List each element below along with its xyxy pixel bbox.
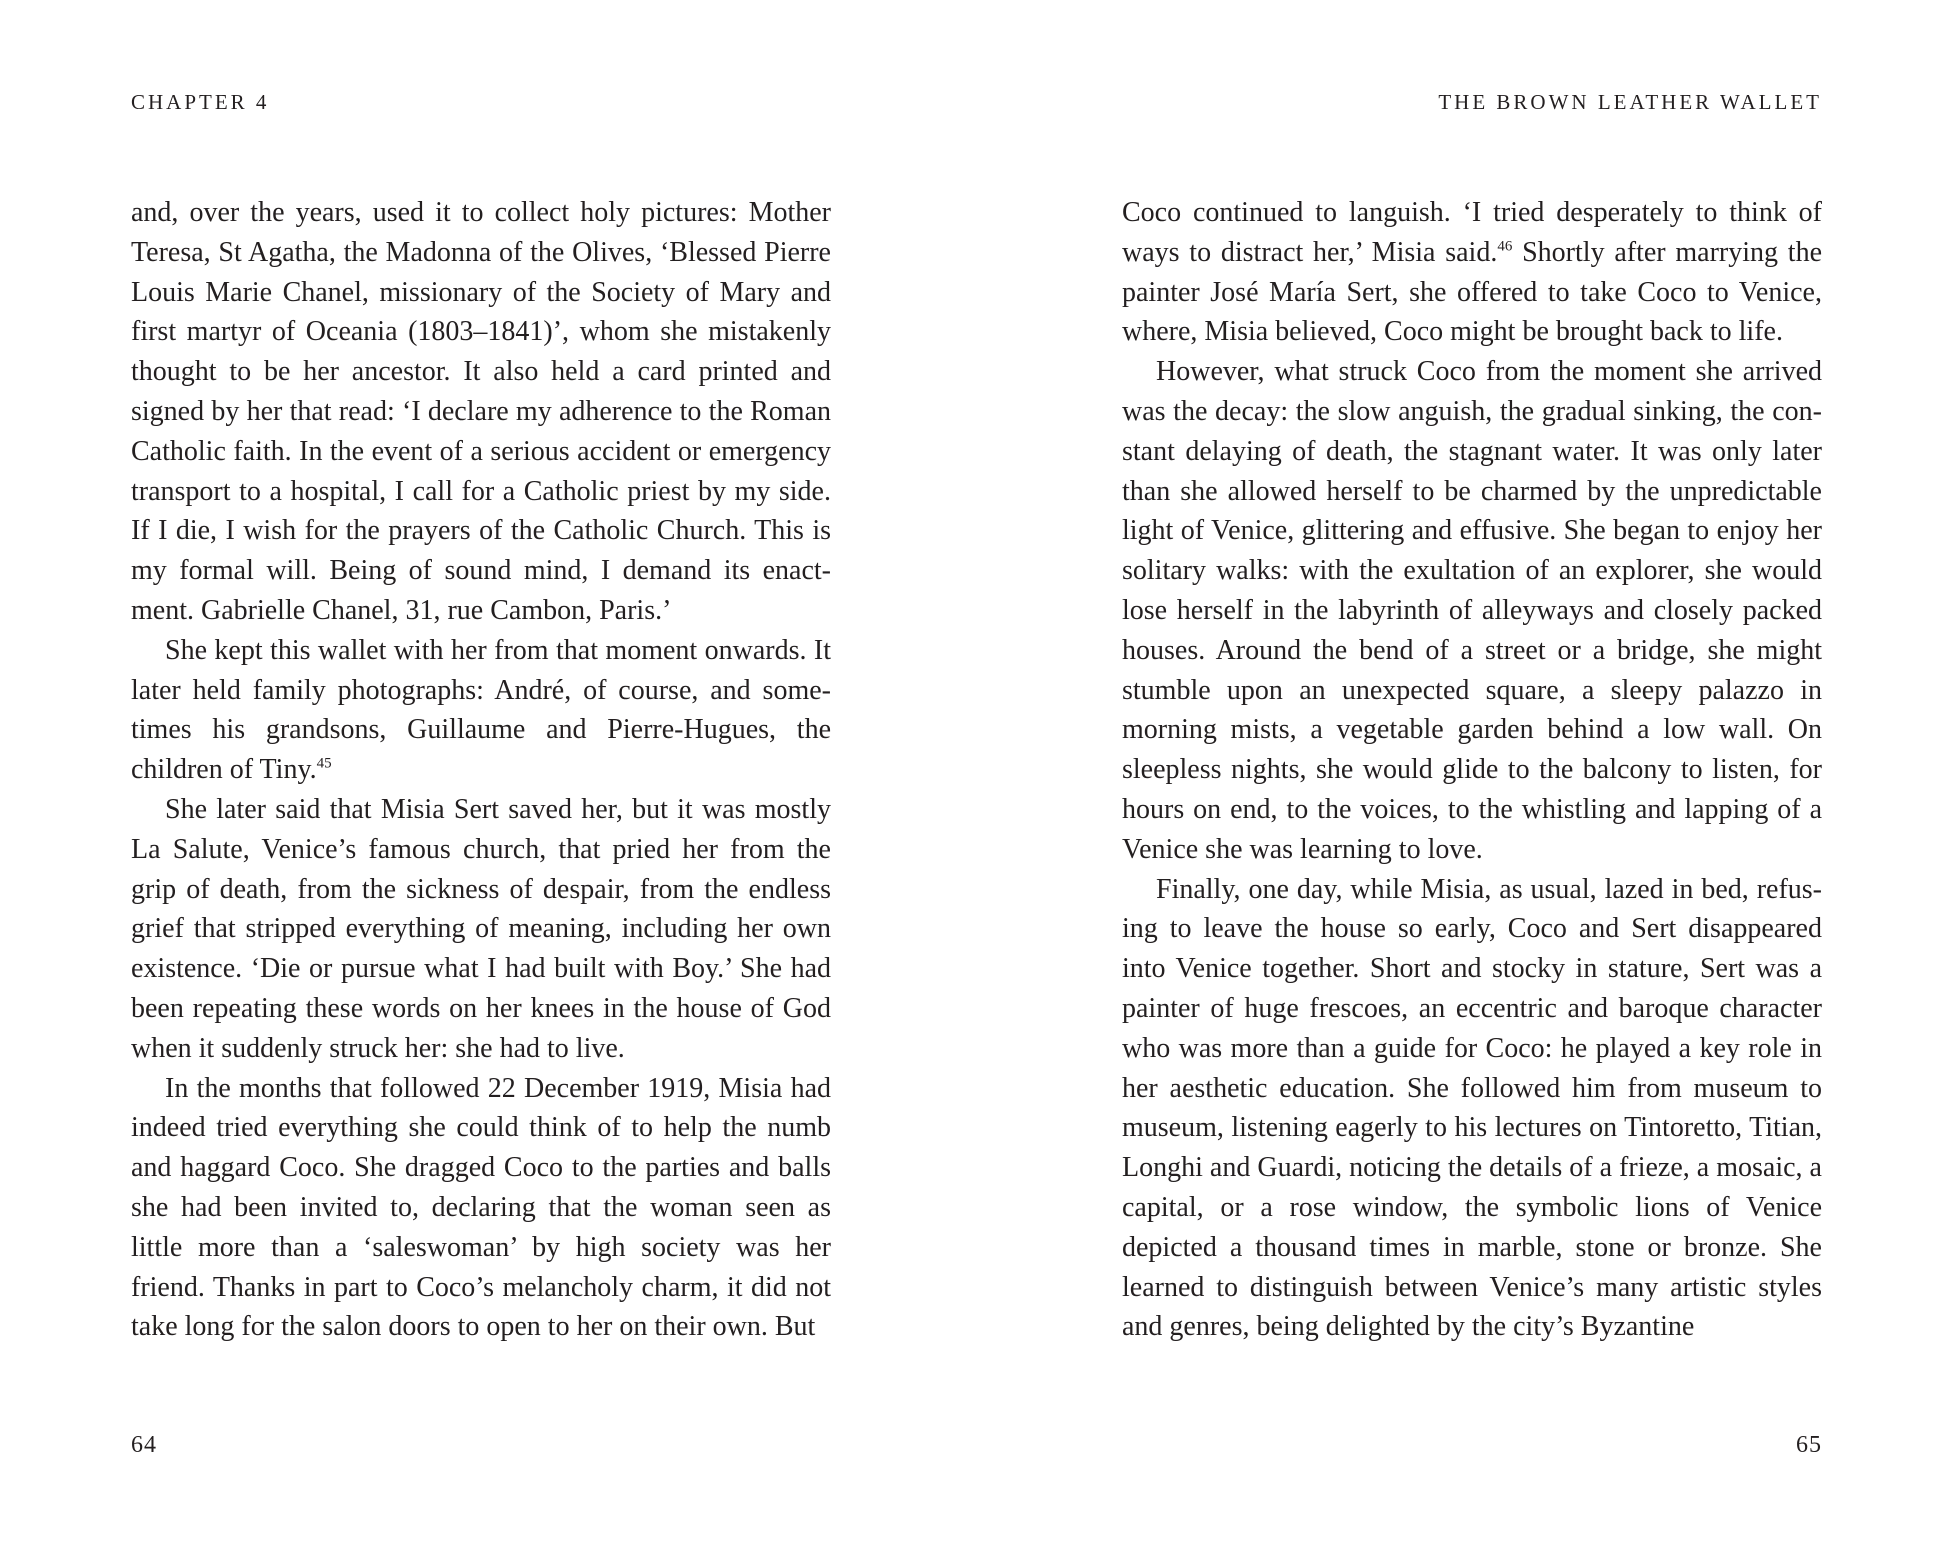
paragraph — [131, 790, 831, 1069]
paragraph — [131, 1069, 831, 1348]
right-page — [1122, 0, 1822, 1557]
paragraph — [1122, 193, 1822, 352]
body-text-left — [131, 193, 831, 1347]
paragraph — [131, 193, 831, 631]
body-text-right — [1122, 193, 1822, 1347]
paragraph-text: Finally, one day, while Misia, as usual, lazed in bed, refus-ing to leave the house so early, Coco and Sert disappeared into Venice together. Short and stocky in stature, Sert was a painter of huge frescoes, an eccentric and baroque character who was more than a guide for Coco: he played a key role in her aesthetic education. She followed him from museum to museum, listening eagerly to his lectures on Tintoretto, Titian, Longhi and Guardi, noticing the details of a frieze, a mosaic, a capital, or a rose window, the symbolic lions of Venice depicted a thousand times in marble, stone or bronze. She learned to distinguish between Venice’s many artistic styles and genres, being delighted by the city’s Byzantine — [1122, 873, 1822, 1343]
left-page — [131, 0, 831, 1557]
footnote-reference: 46 — [1497, 238, 1513, 255]
paragraph-text: Coco continued to languish. ‘I tried desperately to think of ways to distract her,’ Misia said. — [1122, 197, 1822, 268]
running-head-title: THE BROWN LEATHER WALLET — [1438, 90, 1822, 114]
paragraph-text: and, over the years, used it to collect holy pictures: Mother Teresa, St Agatha, the Madonna of the Olives, ‘Blessed Pierre Louis Marie Chanel, missionary of the Society of Mary and first martyr of Oceania (1803–1841)’, whom she mistakenly thought to be her ancestor. It also held a card printed and signed by her that read: ‘I declare my adherence to the Roman Catholic faith. In the event of a serious accident or emergency transport to a hospital, I call for a Catholic priest by my side. If I die, I wish for the prayers of the Catholic Church. This is my formal will. Being of sound mind, I demand its enact-ment. Gabrielle Chanel, 31, rue Cambon, Paris.’ — [131, 197, 831, 626]
paragraph — [131, 631, 831, 790]
paragraph-text: However, what struck Coco from the moment she arrived was the decay: the slow anguish, the gradual sinking, the con-stant delaying of death, the stagnant water. It was only later than she allowed herself to be charmed by the unpredictable light of Venice, glittering and effusive. She began to enjoy her solitary walks: with the exultation of an explorer, she would lose herself in the labyrinth of alleyways and closely packed houses. Around the bend of a street or a bridge, she might stumble upon an unexpected square, a sleepy palazzo in morning mists, a vegetable garden behind a low wall. On sleepless nights, she would glide to the balcony to listen, for hours on end, to the voices, to the whistling and lapping of a Venice she was learning to love. — [1122, 356, 1822, 865]
footnote-reference: 45 — [316, 755, 332, 772]
paragraph-text: She kept this wallet with her from that moment onwards. It later held family photographs: André, of course, and some-times his grandsons, Guillaume and Pierre-Hugues, the children of Tiny. — [131, 634, 831, 786]
page-number: 64 — [131, 1432, 157, 1458]
paragraph-text: In the months that followed 22 December 1919, Misia had indeed tried everything she could think of to help the numb and haggard Coco. She dragged Coco to the parties and balls she had been invited to, declaring that the woman seen as little more than a ‘saleswoman’ by high society was her friend. Thanks in part to Coco’s melancholy charm, it did not take long for the salon doors to open to her on their own. But — [131, 1072, 831, 1343]
paragraph-text: Shortly after marrying the painter José María Sert, she offered to take Coco to Venice, where, Misia believed, Coco might be brought back to life. — [1122, 236, 1822, 348]
paragraph-text: She later said that Misia Sert saved her, but it was mostly La Salute, Venice’s famous church, that pried her from the grip of death, from the sickness of despair, from the endless grief that stripped everything of meaning, including her own existence. ‘Die or pursue what I had built with Boy.’ She had been repeating these words on her knees in the house of God when it suddenly struck her: she had to live. — [131, 793, 831, 1064]
paragraph — [1122, 352, 1822, 869]
paragraph — [1122, 870, 1822, 1348]
page-number: 65 — [1796, 1432, 1822, 1458]
running-head-chapter: CHAPTER 4 — [131, 90, 270, 114]
